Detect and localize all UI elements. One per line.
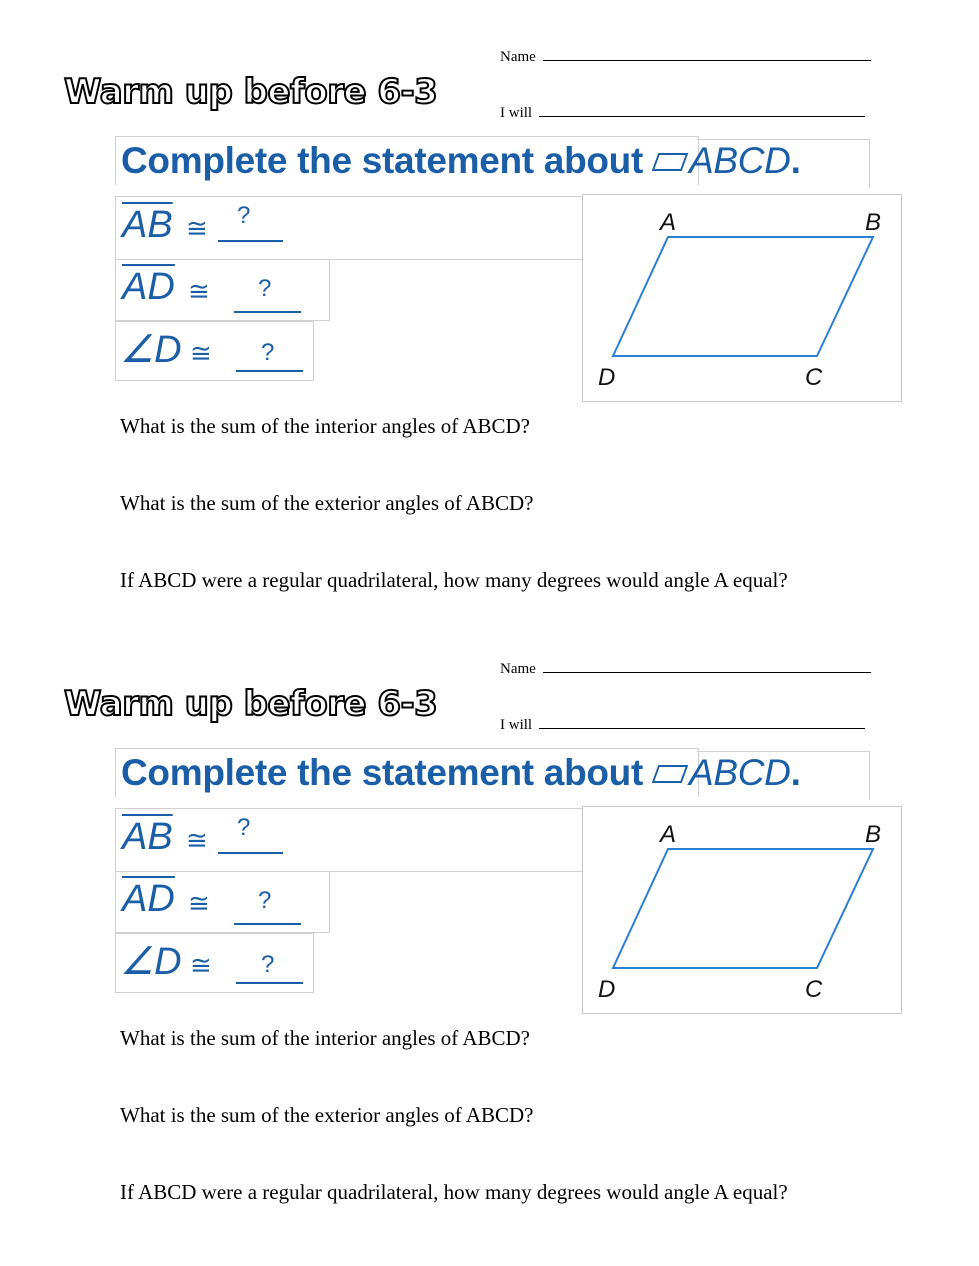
warmup-title: Warm up before 6-3 <box>64 684 438 724</box>
answer-placeholder: ? <box>258 887 272 914</box>
question-exterior-angles: What is the sum of the exterior angles of ABCD? <box>120 491 534 515</box>
parallelogram-figure <box>583 195 901 401</box>
statement-heading <box>121 140 801 182</box>
will-field <box>500 716 865 734</box>
name-blank-line[interactable] <box>543 48 871 61</box>
question-regular-angle-a: If ABCD were a regular quadrilateral, how many degrees would angle A equal? <box>120 1180 788 1204</box>
statement-prefix: Complete the statement about <box>121 140 643 181</box>
congruent-symbol: ≅ <box>186 214 208 244</box>
parallelogram-symbol-icon <box>652 765 689 783</box>
vertex-a-label: A <box>660 821 677 848</box>
answer-placeholder: ? <box>237 814 251 841</box>
parallelogram-shape <box>613 237 873 356</box>
statement-prefix: Complete the statement about <box>121 752 643 793</box>
angle-d-label: ∠D <box>120 941 182 983</box>
parallelogram-shape <box>613 849 873 968</box>
question-exterior-angles: What is the sum of the exterior angles of ABCD? <box>120 1103 534 1127</box>
parallelogram-symbol-icon <box>652 153 689 171</box>
segment-ad-label: $\overline{AD}$ <box>122 878 175 920</box>
parallelogram-diagram <box>582 194 902 402</box>
answer-blank-ab[interactable] <box>218 852 283 854</box>
statement-figure: ABCD <box>689 752 791 793</box>
angle-icon: ∠ <box>120 941 155 983</box>
vertex-b-label: B <box>865 209 882 236</box>
segment-ab-label: $\overline{AB}$ <box>122 204 173 246</box>
question-interior-angles: What is the sum of the interior angles of ABCD? <box>120 414 531 438</box>
warmup-section-1 <box>0 0 979 612</box>
answer-placeholder: ? <box>261 339 275 366</box>
will-blank-line[interactable] <box>539 716 865 729</box>
name-label: Name <box>500 49 536 65</box>
congruent-symbol: ≅ <box>186 826 208 856</box>
angle-icon: ∠ <box>120 329 155 371</box>
statement-suffix: . <box>790 752 801 793</box>
angle-d-label: ∠D <box>120 329 182 371</box>
vertex-c-label: C <box>805 364 823 391</box>
statement-heading <box>121 752 801 794</box>
vertex-d-label: D <box>598 976 616 1003</box>
answer-blank-angle-d[interactable] <box>236 982 303 984</box>
congruent-symbol: ≅ <box>190 951 212 981</box>
name-field <box>500 660 871 678</box>
statement-suffix: . <box>790 140 801 181</box>
question-regular-angle-a: If ABCD were a regular quadrilateral, how many degrees would angle A equal? <box>120 568 788 592</box>
name-blank-line[interactable] <box>543 660 871 673</box>
vertex-c-label: C <box>805 976 823 1003</box>
answer-placeholder: ? <box>261 951 275 978</box>
congruent-symbol: ≅ <box>190 339 212 369</box>
congruent-symbol: ≅ <box>188 277 210 307</box>
parallelogram-diagram <box>582 806 902 1014</box>
name-field <box>500 48 871 66</box>
will-blank-line[interactable] <box>539 104 865 117</box>
statement-figure: ABCD <box>689 140 791 181</box>
answer-blank-angle-d[interactable] <box>236 370 303 372</box>
answer-blank-ab[interactable] <box>218 240 283 242</box>
segment-ab-label: $\overline{AB}$ <box>122 816 173 858</box>
will-label: I will <box>500 717 533 733</box>
vertex-d-label: D <box>598 364 616 391</box>
warmup-title: Warm up before 6-3 <box>64 72 438 112</box>
answer-placeholder: ? <box>237 202 251 229</box>
name-label: Name <box>500 661 536 677</box>
answer-blank-ad[interactable] <box>234 311 301 313</box>
segment-ad-label: $\overline{AD}$ <box>122 266 175 308</box>
vertex-a-label: A <box>660 209 677 236</box>
will-label: I will <box>500 105 533 121</box>
congruent-symbol: ≅ <box>188 889 210 919</box>
vertex-b-label: B <box>865 821 882 848</box>
will-field <box>500 104 865 122</box>
parallelogram-figure <box>583 807 901 1013</box>
answer-placeholder: ? <box>258 275 272 302</box>
question-interior-angles: What is the sum of the interior angles of ABCD? <box>120 1026 531 1050</box>
answer-blank-ad[interactable] <box>234 923 301 925</box>
warmup-section-2 <box>0 612 979 1224</box>
